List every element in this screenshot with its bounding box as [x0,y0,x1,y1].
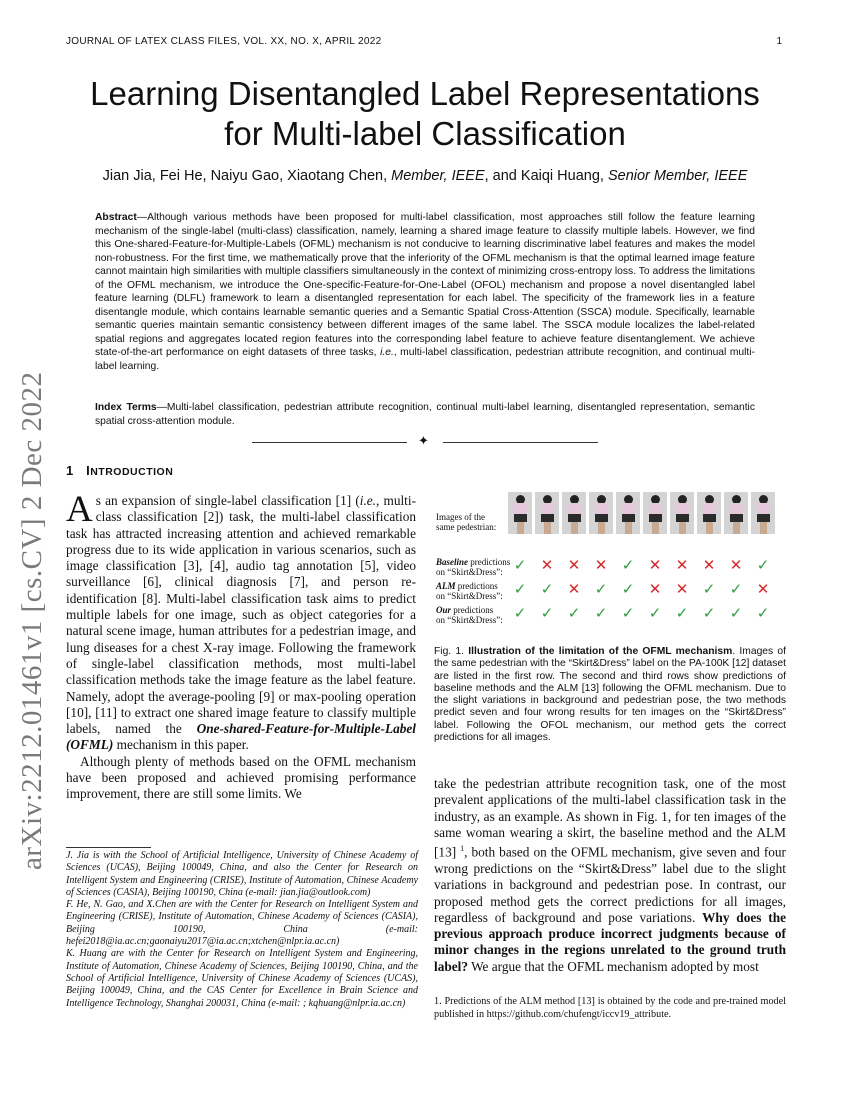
footnote-rule [66,847,151,848]
row-on-alm: on “Skirt&Dress”: [436,591,503,601]
row-suffix-baseline: predictions [468,557,511,567]
images-row-label [436,512,496,532]
check-icon: ✓ [594,604,608,622]
pedestrian-image [724,492,748,534]
check-icon: ✓ [675,604,689,622]
title-line-1: Learning Disentangled Label Representations [90,75,760,112]
intro-left-column [66,489,416,803]
affiliation-jia: J. Jia is with the School of Artificial Intelligence, University of Chinese Academy of Sciences (UCAS), Beijing 100049, China, and also the Center for Research on Intelligent System and Engineering (CRISE), Institute of Automation, Chinese Academy of Sciences (CASIA), Beijing 100190, China (e-mail: jian.jia@outlook.com) [66,850,418,898]
title-line-2: for Multi-label Classification [224,115,626,152]
check-icon: ✓ [513,604,527,622]
right-text-question: Why does the previous approach produce incorrect judgments because of minor changes in the regions unrelated to the ground truth label? [434,909,786,974]
affiliation-huang: K. Huang are with the Center for Research on Intelligent System and Engineering, Institute of Automation, Chinese Academy of Sciences, Beijing 100190, China, and the School of Artificial Intelligence, University of Chinese Academy of Sciences (UCAS), Beijing 100049, China, and the CAS Center for Excellence in Brain Science and Intelligence Technology, Shanghai 200031, China (e-mail: ; kqhuang@nlpr.ia.ac.cn) [66,948,418,1009]
check-icon: ✓ [702,604,716,622]
intro-right-column [434,776,786,975]
row-suffix-alm: predictions [455,581,498,591]
cross-icon: ✕ [648,556,662,574]
intro-p1-a: s an expansion of single-label classification [1] ( [95,493,360,508]
check-icon: ✓ [756,604,770,622]
check-icon: ✓ [648,604,662,622]
row-method-ours: Our [436,605,452,615]
check-icon: ✓ [621,580,635,598]
images-label-line-2: same pedestrian: [436,522,497,532]
paper-title [60,74,790,154]
cross-icon: ✕ [648,580,662,598]
check-icon: ✓ [756,556,770,574]
affiliation-he-gao-chen: F. He, N. Gao, and X.Chen are with the Center for Research on Intelligent System and Engineering (CRISE), Institute of Automation, Chinese Academy of Sciences (CASIA), Beijing 100190, China (e-mail: hefei2018@ia.ac.cn;gaonaiyu2017@ia.ac.cn;xtchen@nlpr.ia.ac.cn) [66,899,418,948]
author-role-b: Senior Member, IEEE [607,168,748,184]
check-icon: ✓ [702,580,716,598]
check-icon: ✓ [729,580,743,598]
running-head: JOURNAL OF LATEX CLASS FILES, VOL. XX, NO. X, APRIL 2022 [66,36,382,47]
abstract [95,211,755,373]
intro-paragraph-2: Although plenty of methods based on the OFML mechanism have been proposed and achieved promising performance improvement, there are still some limits. We [66,753,416,802]
arxiv-stamp: arXiv:2212.01461v1 [cs.CV] 2 Dec 2022 [16,371,48,870]
section-number: 1 [66,463,74,478]
row-label-alm [436,581,503,601]
cross-icon: ✕ [729,556,743,574]
check-icon: ✓ [540,604,554,622]
pedestrian-image [616,492,640,534]
abstract-text-a: —Although various methods have been proposed for multi-label classification, most approaches still follow the feature learning mechanism of the single-label (multi-class) classification, namely, learning a shared image feature to classify multiple labels. However, we find this One-shared-Feature-for-Multiple-Labels (OFML) mechanism is not conducive to learning discriminative label features and makes the model non-robustness. For the first time, we mathematically prove that the inferiority of the OFML mechanism is that the optimal learned image feature cannot maintain high similarities with multiple classifiers simultaneously in the context of minimizing cross-entropy loss. To address the limitations of the OFML mechanism, we introduce the One-specific-Feature-for-One-Label (OFOL) mechanism and propose a novel disentangled label feature learning (DLFL) framework to learn a disentangled representation for each label. The specificity of the framework lies in a feature disentangle module, which contains learnable semantic queries and a Semantic Spatial Cross-Attention (SSCA) module. Specifically, learnable semantic queries maintain semantic consistency between different images of the same label. The SSCA module localizes the label-related spatial regions and aggregates located region features into the corresponding label feature to achieve feature disentanglement. We achieve state-of-the-art performance on eight datasets of three tasks, [95,212,755,358]
pedestrian-image [535,492,559,534]
cross-icon: ✕ [594,556,608,574]
author-affiliations [66,850,418,1010]
pedestrian-image [670,492,694,534]
intro-p1-c: mechanism in this paper. [113,737,249,753]
check-icon: ✓ [621,604,635,622]
row-on-ours: on “Skirt&Dress”: [436,615,503,625]
intro-p1-ie: i.e. [359,493,376,508]
right-text-b: , both based on the OFML mechanism, give seven and four wrong predictions on the “Skirt&Dress” label due to the slight variations in background and pedestrian pose. In contrast, our proposed method gets the correct predictions for all images, regardless of background and pose variations. [434,844,786,925]
drop-cap: A [66,489,93,530]
cross-icon: ✕ [540,556,554,574]
abstract-text-b: , multi-label classification, pedestrian attribute recognition, and continual multi-label learning. [95,347,755,372]
index-terms [95,401,755,428]
cross-icon: ✕ [702,556,716,574]
author-names-a: Jian Jia, Fei He, Naiyu Gao, Xiaotang Chen, [102,168,392,184]
footnote-marker: 1 [460,844,465,854]
right-text-c: We argue that the OFML mechanism adopted by most [467,958,759,974]
author-role-a: Member, IEEE [391,168,485,184]
right-text-a: take the pedestrian attribute recognition task, one of the most prevalent applications of the multi-label classification task in the industry, as an example. As shown in Fig. 1, for ten images of the same woman wearing a skirt, the baseline method and the ALM [13] [434,776,786,860]
check-icon: ✓ [594,580,608,598]
cross-icon: ✕ [567,556,581,574]
figure-caption [434,646,786,744]
pedestrian-image [562,492,586,534]
images-label-line-1: Images of the [436,512,485,522]
check-icon: ✓ [540,580,554,598]
section-title-rest: NTRODUCTION [90,466,174,478]
index-terms-label: Index Terms [95,402,157,413]
divider-line-left [252,442,407,443]
check-icon: ✓ [729,604,743,622]
intro-p1-emphasis: One-shared-Feature-for-Multiple-Label (OFML) [66,721,416,753]
pedestrian-image [697,492,721,534]
right-paragraph [434,776,786,975]
author-names-b: , and Kaiqi Huang, [484,168,608,184]
divider-ornament: ✦ [418,433,429,448]
divider-line-right [443,442,598,443]
section-initial: I [86,463,91,478]
section-divider [252,433,598,450]
cross-icon: ✕ [675,580,689,598]
check-icon: ✓ [567,604,581,622]
check-icon: ✓ [513,580,527,598]
row-on-baseline: on “Skirt&Dress”: [436,567,503,577]
row-label-baseline [436,557,510,577]
figure-1 [434,490,786,630]
cross-icon: ✕ [567,580,581,598]
row-method-alm: ALM [436,581,456,591]
caption-bold: Illustration of the limitation of the OFML mechanism [468,646,733,657]
pedestrian-image [508,492,532,534]
section-heading [66,463,173,478]
cross-icon: ✕ [756,580,770,598]
row-method-baseline: Baseline [436,557,469,567]
row-label-ours [436,605,503,625]
page-number: 1 [776,36,782,47]
index-terms-text: —Multi-label classification, pedestrian attribute recognition, continual multi-label learning, disentangled representation, semantic spatial cross-attention module. [95,402,755,427]
abstract-label: Abstract [95,212,137,223]
pedestrian-image [751,492,775,534]
cross-icon: ✕ [675,556,689,574]
caption-prefix: Fig. 1. [434,646,469,657]
check-icon: ✓ [621,556,635,574]
footnote: 1. Predictions of the ALM method [13] is obtained by the code and pre-trained model published in https://github.com/chufengt/iccv19_attribute. [434,996,786,1020]
row-suffix-ours: predictions [451,605,494,615]
abstract-ie: i.e. [380,347,394,358]
pedestrian-image [589,492,613,534]
caption-text: . Images of the same pedestrian with the “Skirt&Dress” label on the PA-100K [12] dataset are listed in the first row. The second and third rows show predictions of baseline methods and the ALM [13] following the OFML mechanism. Due to the slight variations in background and pedestrian pose, the two methods predict seven and four wrong results for ten images on the “Skirt&Dress” label. Following the OFOL mechanism, our method gets the correct predictions for all images. [434,646,787,744]
check-icon: ✓ [513,556,527,574]
author-list [60,168,790,184]
intro-p1-b: , multi-class classification [2]) task, the multi-label classification task has attracted increasing attention and achieved remarkable progress due to its wide application in various scenarios, such as image classification [3], [4], audio tag annotation [5], video surveillance [6], clinical diagnosis [7], and person re-identification [8]. Multi-label classification task aims to predict multiple labels for one image, such as object categories for a natural scene image, human attributes for a pedestrian image, and lung diseases for a chest X-ray image. Following the framework of single-label classification methods, most multi-label classification methods take the image feature as the label feature. Namely, adopt the average-pooling [9] or max-pooling operation [10], [11] to extract one shared image feature to classify multiple labels, named the [66,493,416,737]
intro-paragraph-1 [66,489,416,754]
pedestrian-image [643,492,667,534]
